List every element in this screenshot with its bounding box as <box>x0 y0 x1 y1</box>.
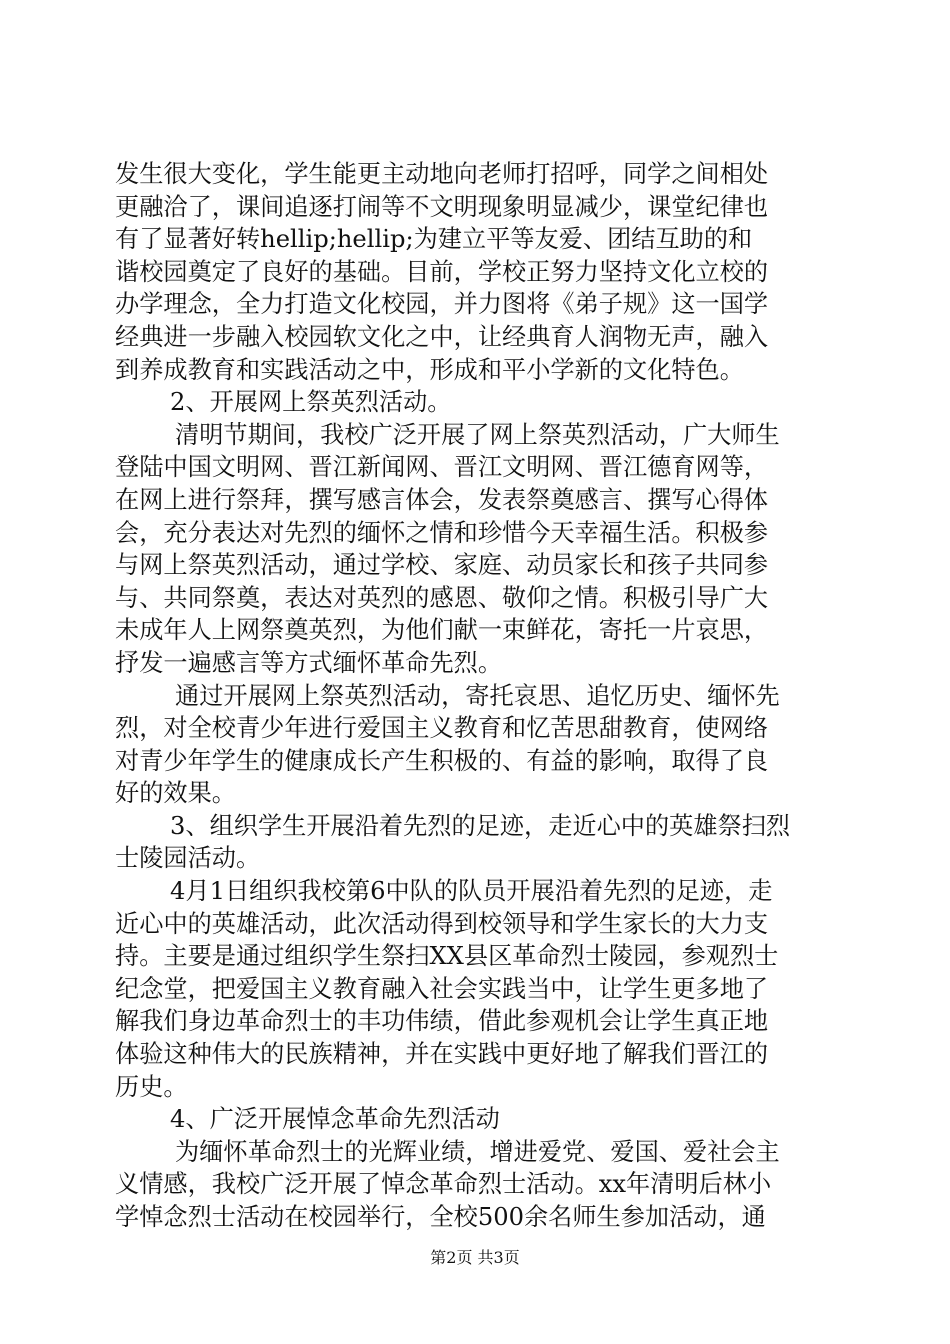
text-line: 纪念堂，把爱国主义教育融入社会实践当中，让学生更多地了 <box>115 974 769 1003</box>
text-line: 对青少年学生的健康成长产生积极的、有益的影响，取得了良 <box>115 746 769 775</box>
text-line: 与、共同祭奠，表达对英烈的感恩、敬仰之情。积极引导广大 <box>115 583 769 612</box>
text-line: 未成年人上网祭奠英烈，为他们献一束鲜花，寄托一片哀思， <box>115 616 769 645</box>
text-line: 近心中的英雄活动，此次活动得到校领导和学生家长的大力支 <box>115 909 769 938</box>
text-line: 学悼念烈士活动在校园举行，全校500余名师生参加活动，通 <box>115 1203 766 1231</box>
text-line: 在网上进行祭拜，撰写感言体会，发表祭奠感言、撰写心得体 <box>115 485 769 514</box>
text-line: 士陵园活动。 <box>115 844 261 873</box>
text-line: 谐校园奠定了良好的基础。目前，学校正努力坚持文化立校的 <box>115 257 769 286</box>
text-line: 历史。 <box>115 1072 188 1101</box>
paragraph-first-line: 通过开展网上祭英烈活动，寄托哀思、追忆历史、缅怀先 <box>175 681 780 710</box>
section-heading: 3、组织学生开展沿着先烈的足迹，走近心中的英雄祭扫烈 <box>170 811 791 840</box>
page-footer: 第2页 共3页 <box>430 1248 520 1267</box>
text-line: 会，充分表达对先烈的缅怀之情和珍惜今天幸福生活。积极参 <box>115 518 769 547</box>
text-line: 办学理念，全力打造文化校园，并力图将《弟子规》这一国学 <box>115 290 769 319</box>
paragraph-first-line: 清明节期间，我校广泛开展了网上祭英烈活动，广大师生 <box>175 420 780 449</box>
text-line: 好的效果。 <box>115 779 236 808</box>
text-line: 发生很大变化，学生能更主动地向老师打招呼，同学之间相处 <box>115 160 769 188</box>
section-heading: 4、广泛开展悼念革命先烈活动 <box>170 1105 500 1134</box>
paragraph-first-line: 4月1日组织我校第6中队的队员开展沿着先烈的足迹，走 <box>170 877 773 906</box>
text-line: 更融洽了，课间追逐打闹等不文明现象明显减少，课堂纪律也 <box>115 192 769 221</box>
text-line: 抒发一遍感言等方式缅怀革命先烈。 <box>115 648 503 677</box>
text-line: 有了显著好转hellip;hellip;为建立平等友爱、团结互助的和 <box>115 225 753 254</box>
text-line: 烈，对全校青少年进行爱国主义教育和忆苦思甜教育，使网络 <box>115 714 769 743</box>
document-body <box>115 158 830 1234</box>
section-heading: 2、开展网上祭英烈活动。 <box>170 388 452 417</box>
text-line: 到养成教育和实践活动之中，形成和平小学新的文化特色。 <box>115 355 744 384</box>
paragraph-first-line: 为缅怀革命烈士的光辉业绩，增进爱党、爱国、爱社会主 <box>175 1137 780 1166</box>
text-line: 解我们身边革命烈士的丰功伟绩，借此参观机会让学生真正地 <box>115 1007 769 1036</box>
text-line: 经典进一步融入校园软文化之中，让经典育人润物无声，融入 <box>115 322 769 351</box>
text-line: 登陆中国文明网、晋江新闻网、晋江文明网、晋江德育网等， <box>115 453 769 482</box>
text-line: 与网上祭英烈活动，通过学校、家庭、动员家长和孩子共同参 <box>115 551 769 580</box>
text-line: 体验这种伟大的民族精神，并在实践中更好地了解我们晋江的 <box>115 1040 769 1069</box>
text-line: 持。主要是通过组织学生祭扫XX县区革命烈士陵园，参观烈士 <box>115 942 779 971</box>
text-line: 义情感，我校广泛开展了悼念革命烈士活动。xx年清明后林小 <box>115 1170 772 1199</box>
